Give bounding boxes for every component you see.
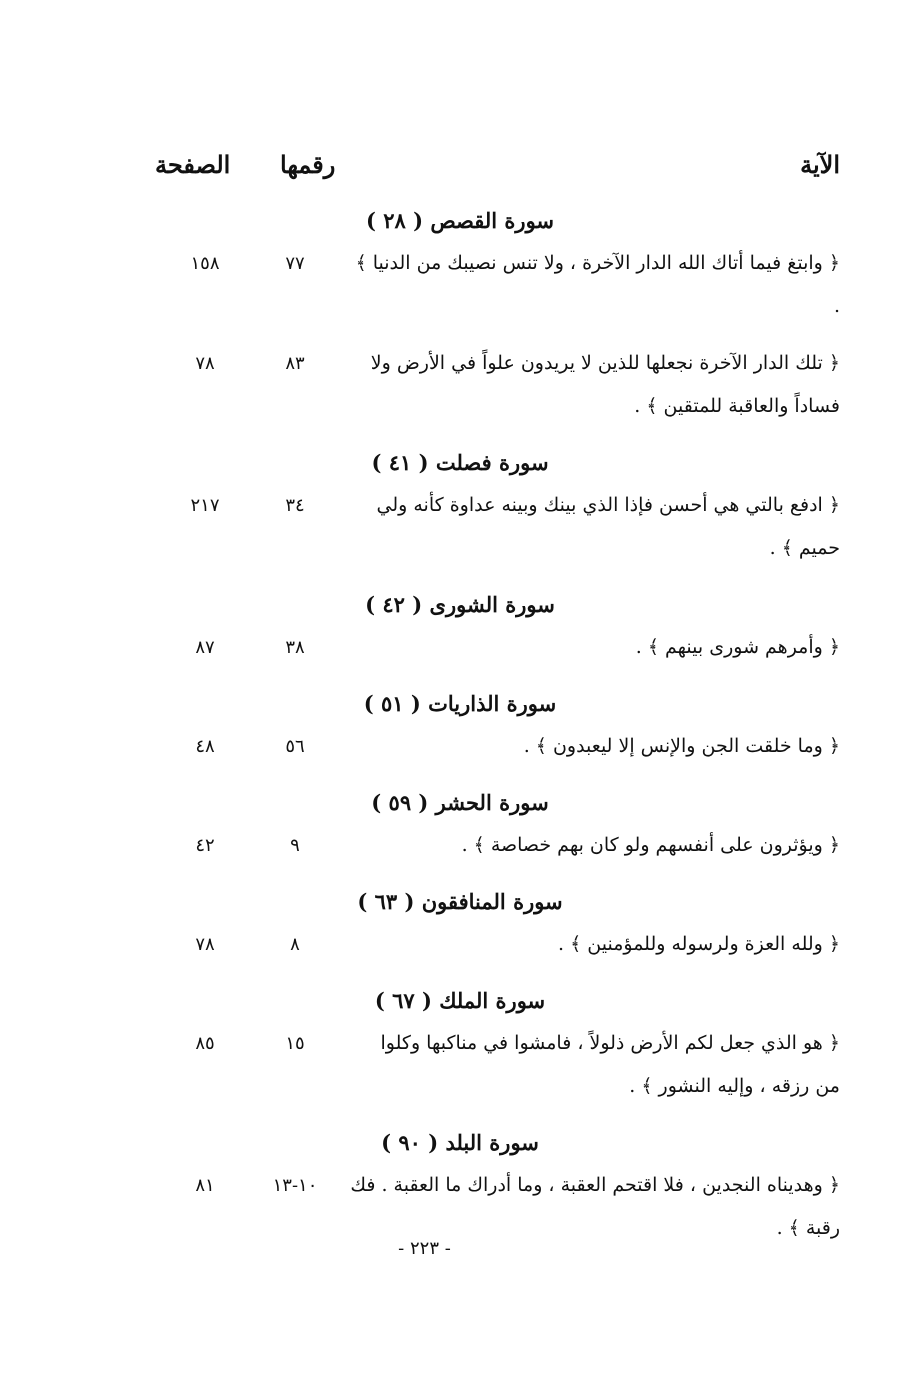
header-number: رقمها	[280, 150, 336, 179]
ayah-page: ٢١٧	[190, 495, 220, 516]
ayah-entry	[150, 923, 840, 966]
header-page: الصفحة	[155, 150, 231, 179]
ayah-entry	[150, 824, 840, 867]
ayah-page: ٨٧	[195, 637, 215, 658]
ayah-entry	[150, 484, 840, 570]
ayah-number: ٨٣	[285, 353, 305, 374]
ayah-entry	[150, 725, 840, 768]
page-number-text: - ٢٢٣ -	[398, 1238, 451, 1259]
surah-title: سورة فصلت ( ٤١ )	[371, 450, 549, 475]
ayah-page: ٨١	[195, 1175, 215, 1196]
header-ayah: الآية	[800, 150, 840, 179]
ayah-number: ١٥	[285, 1033, 305, 1054]
ayah-text: ﴿ ولله العزة ولرسوله وللمؤمنين ﴾ .	[558, 933, 840, 955]
ayah-text: ﴿ هو الذي جعل لكم الأرض ذلولاً ، فامشوا في مناكبها وكلوا من رزقه ، وإليه النشور ﴾ .	[380, 1032, 840, 1097]
ayah-page: ٧٨	[195, 934, 215, 955]
ayah-page: ٧٨	[195, 353, 215, 374]
ayah-page: ٨٥	[195, 1033, 215, 1054]
index-list	[150, 200, 840, 1264]
ayah-entry	[150, 342, 840, 428]
ayah-entry	[150, 1022, 840, 1108]
surah-title: سورة المنافقون ( ٦٣ )	[357, 889, 563, 914]
ayah-text: ﴿ ادفع بالتي هي أحسن فإذا الذي بينك وبينه عداوة كأنه ولي حميم ﴾ .	[376, 494, 840, 559]
ayah-text: ﴿ وما خلقت الجن والإنس إلا ليعبدون ﴾ .	[523, 735, 840, 757]
ayah-number: ٣٨	[285, 637, 305, 658]
surah-title: سورة الذاريات ( ٥١ )	[363, 691, 557, 716]
ayah-number: ٣٤	[285, 495, 305, 516]
ayah-text: ﴿ وهديناه النجدين ، فلا اقتحم العقبة ، وما أدراك ما العقبة . فك رقبة ﴾ .	[350, 1174, 840, 1239]
ayah-number: ١٠-١٣	[272, 1175, 318, 1196]
page-number	[0, 1238, 909, 1259]
ayah-page: ١٥٨	[190, 253, 220, 274]
ayah-text: ﴿ تلك الدار الآخرة نجعلها للذين لا يريدون علواً في الأرض ولا فساداً والعاقبة للمتقين ﴾ .	[370, 352, 840, 417]
surah-title: سورة البلد ( ٩٠ )	[381, 1130, 539, 1155]
table-header	[150, 150, 840, 190]
ayah-number: ٥٦	[285, 736, 305, 757]
ayah-page: ٤٨	[195, 736, 215, 757]
ayah-number: ٨	[290, 934, 300, 955]
surah-title: سورة الحشر ( ٥٩ )	[371, 790, 549, 815]
surah-title: سورة الشورى ( ٤٢ )	[365, 592, 555, 617]
surah-title: سورة القصص ( ٢٨ )	[365, 208, 555, 233]
ayah-number: ٩	[290, 835, 300, 856]
ayah-text: ﴿ وابتغ فيما أتاك الله الدار الآخرة ، ولا تنس نصيبك من الدنيا ﴾ .	[355, 252, 840, 317]
ayah-entry	[150, 242, 840, 328]
ayah-text: ﴿ ويؤثرون على أنفسهم ولو كان بهم خصاصة ﴾ .	[461, 834, 840, 856]
ayah-text: ﴿ وأمرهم شورى بينهم ﴾ .	[635, 636, 840, 658]
ayah-page: ٤٢	[195, 835, 215, 856]
surah-title: سورة الملك ( ٦٧ )	[374, 988, 546, 1013]
ayah-number: ٧٧	[285, 253, 305, 274]
ayah-entry	[150, 626, 840, 669]
